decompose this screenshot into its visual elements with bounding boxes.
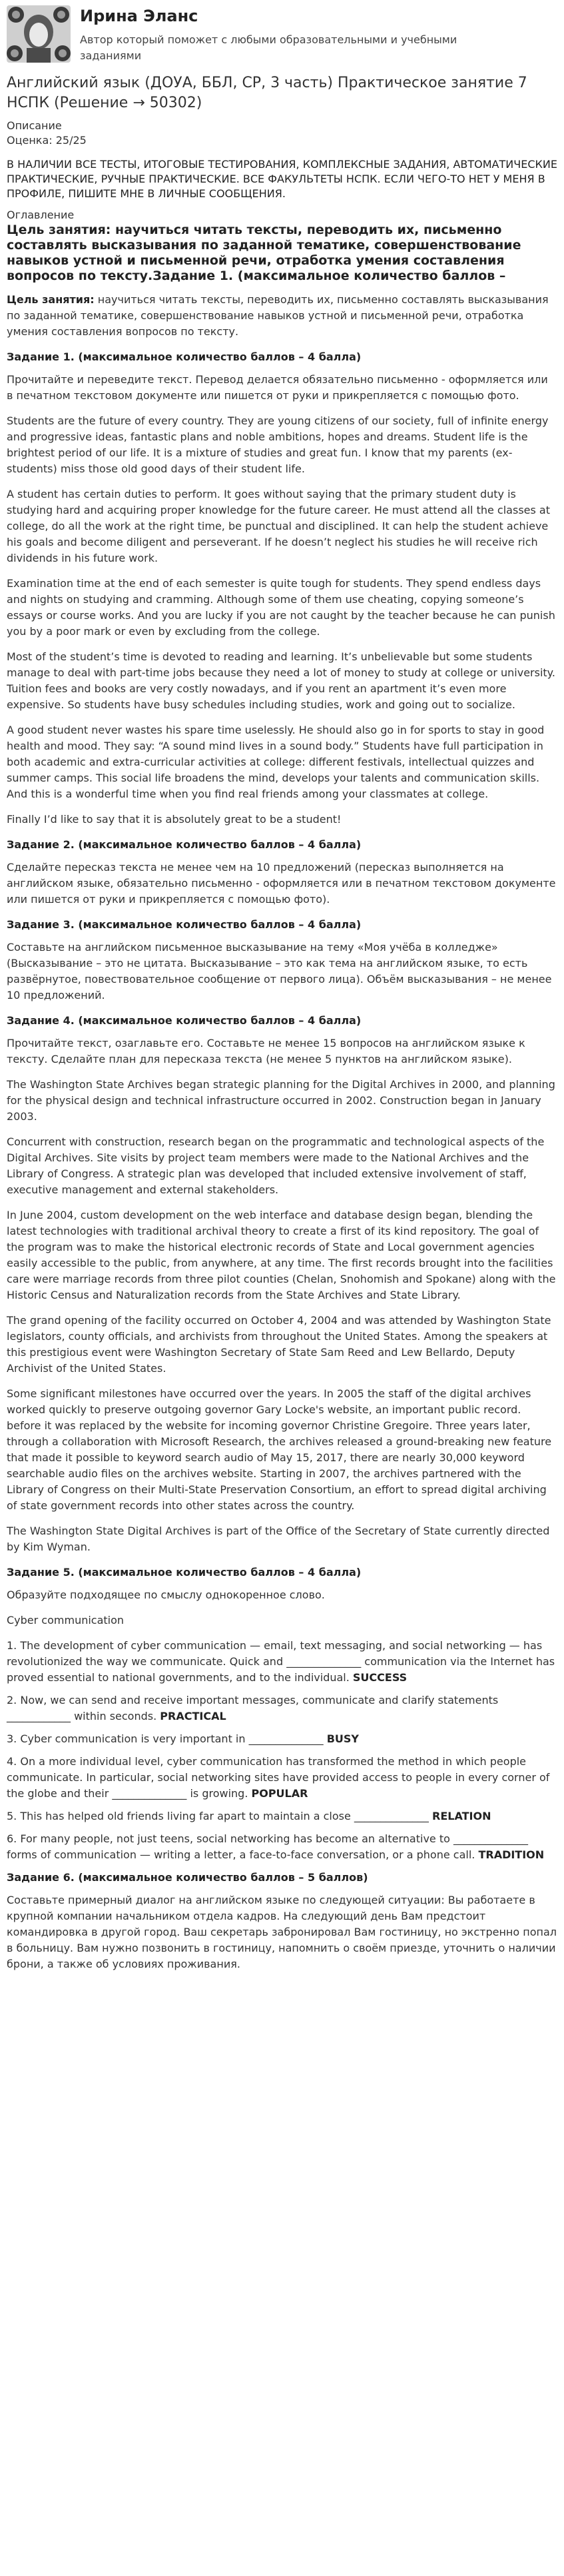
exercise-item [7, 1638, 557, 1686]
task4-paragraph: Concurrent with construction, research began on the programmatic and technological aspects of the Digital Archives. Site visits by project team members were made to the National Archives and the Library of Congress. A strategic plan was developed that included extensive involvement of staff, executive management and external stakeholders. [7, 1135, 545, 1196]
goal-paragraph [7, 292, 557, 340]
task4-instruction: Прочитайте текст, озаглавьте его. Составьте не менее 15 вопросов на английском языке к тексту. Сделайте план для пересказа текста (не менее 5 пунктов на английском языке). [7, 1037, 525, 1065]
document-title: Английский язык (ДОУА, ББЛ, СР, 3 часть) Практическое занятие 7 НСПК (Решение → 50302) [7, 75, 527, 111]
task5-instruction: Образуйте подходящее по смыслу однокоренное слово. [7, 1589, 325, 1601]
exercise-word: RELATION [432, 1810, 491, 1822]
task4-paragraph: In June 2004, custom development on the web interface and database design began, blending the latest technologies with traditional archival theory to create a first of its kind repository. The goal of the program was to make the historical electronic records of State and Local government agencies easily accessible to the public, from anywhere, at any time. The first records brought into the facilities care were marriage records from three pilot counties (Chelan, Snohomish and Spokane) along with the Historic Census and Naturalization records from the State Archives and State Library. [7, 1209, 556, 1301]
task1-heading: Задание 1. (максимальное количество баллов – 4 балла) [7, 350, 362, 363]
exercise-item [7, 1808, 557, 1824]
task1-paragraph: Students are the future of every country. They are young citizens of our society, full of infinite energy and progressive ideas, fantastic plans and noble ambitions, hopes and dreams. Student life is the brightest period of our life. It is a mixture of studies and great fun. I know that my parents (ex-students) miss those old good days of their student life. [7, 414, 549, 475]
exercise-item [7, 1731, 557, 1747]
score-label: Оценка: 25/25 [7, 134, 87, 147]
author-header [0, 0, 564, 60]
document-content [0, 73, 564, 1972]
task4-heading: Задание 4. (максимальное количество баллов – 4 балла) [7, 1014, 362, 1027]
task1-paragraph: Finally I’d like to say that it is absolutely great to be a student! [7, 813, 342, 826]
task6-text: Составьте примерный диалог на английском языке по следующей ситуации: Вы работаете в крупной компании начальником отдела кадров. На следующий день Вам предстоит командировка в другой город. Ваш секретарь забронировал Вам гостиницу, но экстренно попал в больницу. Вам нужно позвонить в гостиницу, напомнить о своём приезде, уточнить о наличии брони, а также об условиях проживания. [7, 1894, 557, 1970]
task5-heading: Задание 5. (максимальное количество баллов – 4 балла) [7, 1566, 362, 1579]
task4-paragraph: The grand opening of the facility occurred on October 4, 2004 and was attended by Washington State legislators, county officials, and archivists from throughout the United States. Among the speakers at this prestigious event were Washington Secretary of State Sam Reed and Lew Bellardo, Deputy Archivist of the United States. [7, 1314, 551, 1375]
exercise-text: 4. On a more individual level, cyber communication has transformed the method in which people communicate. In particular, social networking sites have provided access to people in every corner of the globe and their ______________ is growing. [7, 1755, 550, 1800]
author-info [80, 5, 519, 64]
task2-text: Сделайте пересказ текста не менее чем на 10 предложений (пересказ выполняется на английском языке, обязательно письменно - оформляется или в печатном текстовом документе или пишется от руки и прикрепляется с помощью фото). [7, 861, 556, 906]
task6-heading: Задание 6. (максимальное количество баллов – 5 баллов) [7, 1871, 368, 1884]
exercise-word: BUSY [326, 1732, 359, 1745]
toc-heading: Цель занятия: научиться читать тексты, переводить их, письменно составлять высказывания по заданной тематике, совершенствование навыков устной и письменной речи, отработка умения составления вопросов по тексту.Задание 1. (максимальное количество баллов – [7, 223, 521, 283]
task1-instruction: Прочитайте и переведите текст. Перевод делается обязательно письменно - оформляется или в печатном текстовом документе или пишется от руки и прикрепляется с помощью фото. [7, 373, 548, 402]
author-description: Автор который поможет с любыми образовательными и учебными заданиями [80, 33, 457, 62]
task1-paragraph: Most of the student’s time is devoted to reading and learning. It’s unbelievable but some students manage to deal with part-time jobs because they need a lot of money to study at college or university. Tuition fees and books are very costly nowadays, and if you rent an apartment it’s even more expensive. So students have busy schedules including studies, work and going out to socialize. [7, 650, 555, 711]
exercise-item [7, 1754, 557, 1802]
exercise-word: PRACTICAL [160, 1710, 226, 1722]
exercise-word: POPULAR [251, 1787, 308, 1800]
task4-paragraph: The Washington State Digital Archives is part of the Office of the Secretary of State currently directed by Kim Wyman. [7, 1525, 550, 1553]
task4-paragraph: Some significant milestones have occurred over the years. In 2005 the staff of the digital archives worked quickly to preserve outgoing governor Gary Locke's website, an important public record. before it was replaced by the website for incoming governor Christine Gregoire. Three years later, through a collaboration with Microsoft Research, the archives released a ground-breaking new feature that made it possible to keyword search audio of May 15, 2017, there are nearly 30,000 keyword searchable audio files on the archives website. Starting in 2007, the archives partnered with the Library of Congress on their Multi-State Preservation Consortium, an effort to spread digital archiving of state government records into other states across the country. [7, 1387, 552, 1512]
exercise-text: 6. For many people, not just teens, social networking has become an alternative to ______________ forms of communication — writing a letter, a face-to-face conversation, or a phone call. [7, 1832, 528, 1861]
task4-paragraph: The Washington State Archives began strategic planning for the Digital Archives in 2000, and planning for the physical design and technical infrastructure occurred in 2002. Construction began in January 2003. [7, 1078, 555, 1123]
task1-paragraph: A student has certain duties to perform. It goes without saying that the primary student duty is studying hard and acquiring proper knowledge for the future career. He must attend all the classes at college, do all the work at the right time, be punctual and disciplined. It can help the student achieve his goals and become diligent and perseverant. If he doesn’t neglect his studies he will receive rich dividends in his future work. [7, 488, 550, 564]
exercise-text: 5. This has helped old friends living far apart to maintain a close ______________ [7, 1810, 433, 1822]
goal-label: Цель занятия: [7, 293, 95, 306]
author-avatar[interactable] [7, 5, 71, 63]
task3-heading: Задание 3. (максимальное количество баллов – 4 балла) [7, 918, 362, 931]
task3-text: Составьте на английском письменное высказывание на тему «Моя учёба в колледже» (Высказывание – это не цитата. Высказывание – это как тема на английском языке, то есть развёрнутое, повествовательное сообщение от первого лица). Объём высказывания – не менее 10 предложений. [7, 941, 552, 1001]
seller-notice: В НАЛИЧИИ ВСЕ ТЕСТЫ, ИТОГОВЫЕ ТЕСТИРОВАНИЯ, КОМПЛЕКСНЫЕ ЗАДАНИЯ, АВТОМАТИЧЕСКИЕ ПРАКТИЧЕСКИЕ, РУЧНЫЕ ПРАКТИЧЕСКИЕ. ВСЕ ФАКУЛЬТЕТЫ НСПК. ЕСЛИ ЧЕГО-ТО НЕТ У МЕНЯ В ПРОФИЛЕ, ПИШИТЕ МНЕ В ЛИЧНЫЕ СООБЩЕНИЯ. [7, 158, 557, 200]
exercise-text: 1. The development of cyber communication — email, text messaging, and social networking — has revolutionized the way we communicate. Quick and ______________ communication via the Internet has proved essential to national governments, and to the individual. [7, 1639, 555, 1684]
task1-paragraph: A good student never wastes his spare time uselessly. He should also go in for sports to stay in good health and mood. They say: “A sound mind lives in a sound body.” Students have full participation in both academic and extra-curricular activities at college: different festivals, intellectual quizzes and summer camps. This social life broadens the mind, develops your talents and communication skills. And this is a wonderful time when you find real friends among your classmates at college. [7, 724, 545, 800]
exercise-item [7, 1692, 557, 1724]
exercise-item [7, 1831, 557, 1863]
task1-paragraph: Examination time at the end of each semester is quite tough for students. They spend endless days and nights on studying and cramming. Although some of them use cheating, copying someone’s essays or course works. And you are lucky if you are not caught by the teacher because he can punish you by a poor mark or even by excluding from the college. [7, 577, 555, 638]
author-name[interactable]: Ирина Эланс [80, 7, 198, 25]
toc-label: Оглавление [7, 209, 75, 221]
exercise-text: 2. Now, we can send and receive important messages, communicate and clarify statements ____________ within seconds. [7, 1694, 499, 1722]
goal-text: научиться читать тексты, переводить их, письменно составлять высказывания по заданной тематике, совершенствование навыков устной и письменной речи, отработка умения составления вопросов по тексту. [7, 293, 549, 338]
exercise-word: SUCCESS [352, 1671, 408, 1684]
exercise-word: TRADITION [478, 1848, 545, 1861]
description-label: Описание [7, 119, 62, 132]
exercise-text: 3. Cyber communication is very important in ______________ [7, 1732, 327, 1745]
task5-topic: Cyber communication [7, 1614, 125, 1626]
task2-heading: Задание 2. (максимальное количество баллов – 4 балла) [7, 838, 362, 851]
